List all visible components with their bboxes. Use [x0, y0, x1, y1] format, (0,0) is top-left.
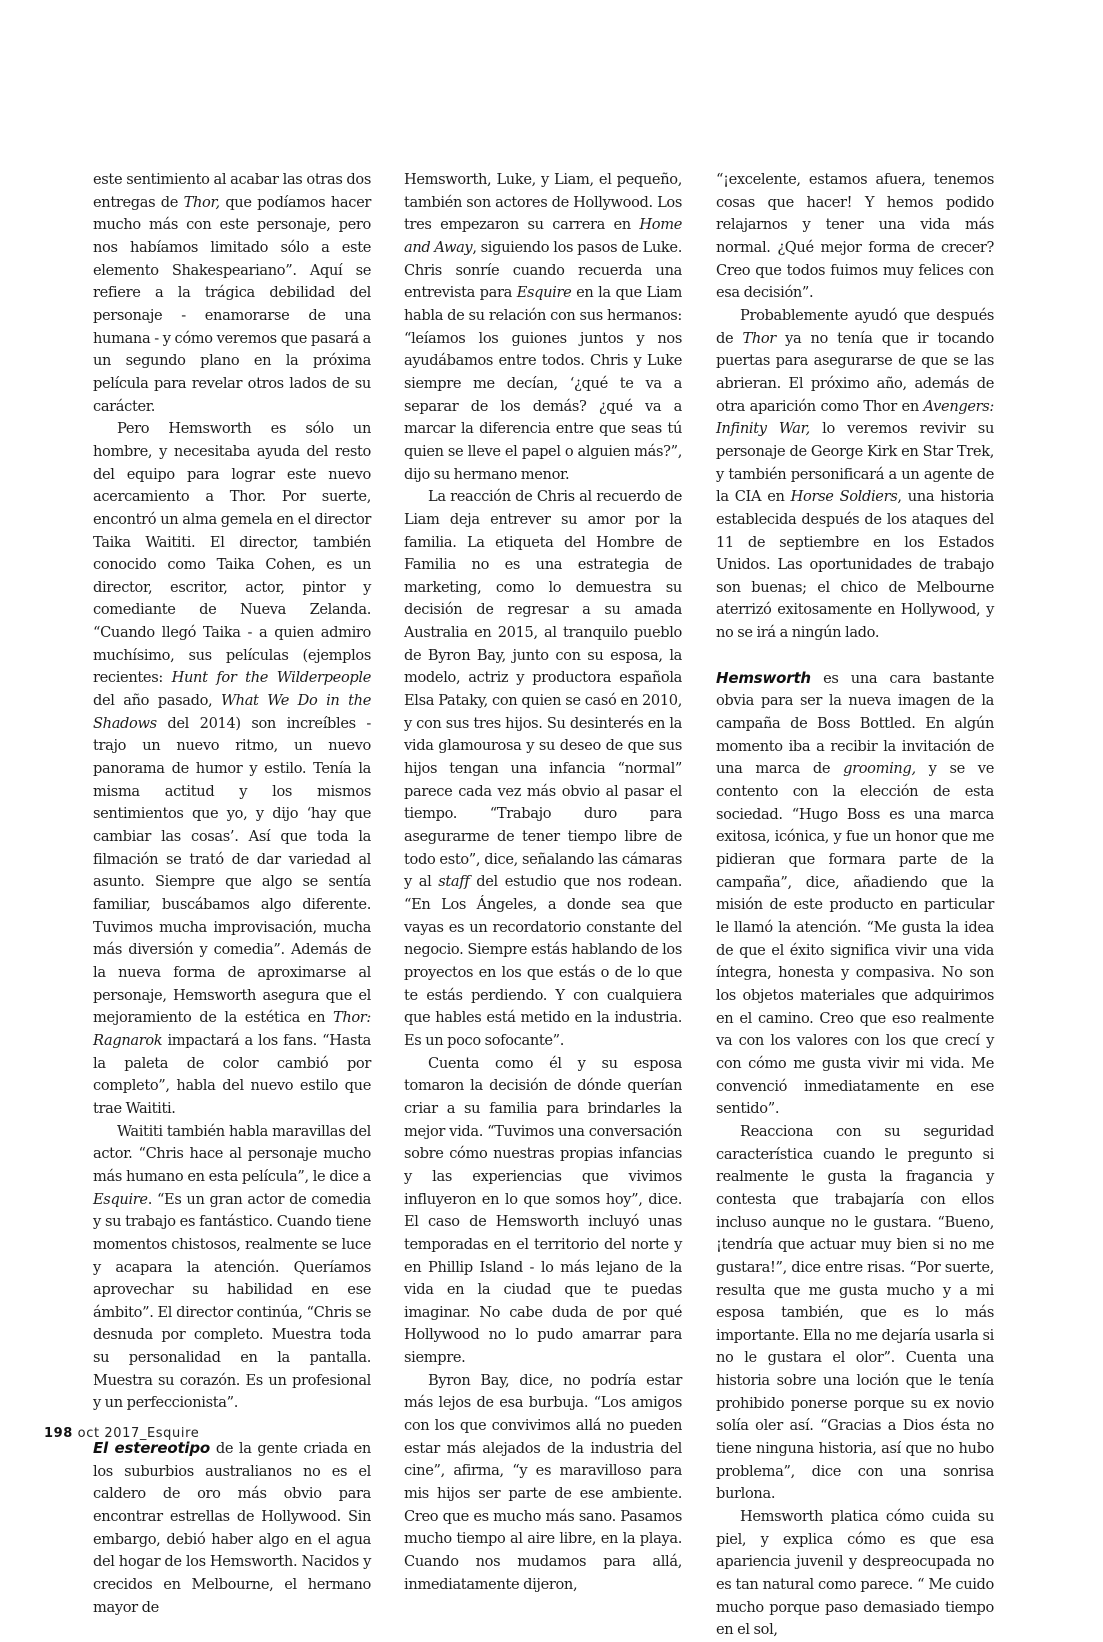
body-paragraph	[93, 1121, 371, 1416]
text-run: en la que Liam habla de su relación con sus hermanos: “leíamos los guiones juntos y nos ayudábamos entre todos. Chris y Luke siempre me decían, ‘¿qué te va a separar de los demás? ¿qué va a marcar la diferencia entre que seas tú quien se lleve el papel o alguien más?”, dijo su hermano menor.	[404, 284, 682, 483]
text-run: Pero Hemsworth es sólo un hombre, y necesitaba ayuda del resto del equipo para lograr este nuevo acercamiento a Thor. Por suerte, encontró un alma gemela en el director Taika Waititi. El director, también conocido como Taika Cohen, es un director, escritor, actor, pintor y comediante de Nueva Zelanda. “Cuando llegó Taika - a quien admiro muchísimo, sus películas (ejemplos recientes:	[93, 420, 371, 687]
italic-title: Esquire	[516, 284, 572, 302]
italic-title: Esquire	[93, 1190, 148, 1208]
text-run: impactará a los fans. “Hasta la paleta de color cambió por completo”, habla del nuevo estilo que trae Waititi.	[93, 1031, 371, 1117]
body-paragraph	[93, 169, 371, 418]
text-run: del 2014) son increíbles - trajo un nuevo ritmo, un nuevo panorama de humor y estilo. Tenía la misma actitud y los mismos sentimientos que yo, y dijo ‘hay que cambiar las cosas’. Así que toda la filmación se trató de dar variedad al asunto. Siempre que algo se sentía familiar, buscábamos algo diferente. Tuvimos mucha improvisación, mucha más diversión y comedia”. Además de la nueva forma de aproximarse al personaje, Hemsworth asegura que el mejoramiento de la estética en	[93, 714, 371, 1027]
text-column-1	[93, 169, 371, 1619]
text-run: del año pasado,	[93, 692, 221, 710]
text-run: y se ve contento con la elección de esta sociedad. “Hugo Boss es una marca exitosa, icónica, y fue un honor que me pidieran que formara parte de la campaña”, dice, añadiendo que la misión de este producto en particular le llamó la atención. “Me gusta la idea de que el éxito significa vivir una vida íntegra, honesta y compasiva. No son los objetos materiales que adquirimos en el camino. Creo que eso realmente va con los valores con los que crecí y con cómo me gusta vivir mi vida. Me convenció inmediatamente en ese sentido”.	[716, 760, 994, 1118]
body-paragraph	[404, 1053, 682, 1370]
text-run: “¡excelente, estamos afuera, tenemos cosas que hacer! Y hemos podido relajarnos y tener una vida más normal. ¿Qué mejor forma de crecer? Creo que todos fuimos muy felices con esa decisión”.	[716, 171, 994, 302]
section-lead-in: Hemsworth	[716, 668, 811, 687]
body-paragraph	[404, 1370, 682, 1597]
text-run: Byron Bay, dice, no podría estar más lejos de esa burbuja. “Los amigos con los que convivimos allá no pueden estar más alejados de la industria del cine”, afirma, “y es maravilloso para mis hijos ser parte de ese ambiente. Creo que es mucho más sano. Pasamos mucho tiempo al aire libre, en la playa. Cuando nos mudamos para allá, inmediatamente dijeron,	[404, 1371, 682, 1593]
text-run: La reacción de Chris al recuerdo de Liam deja entrever su amor por la familia. La etiqueta del Hombre de Familia no es una estrategia de marketing, como lo demuestra su decisión de regresar a su amada Australia en 2015, al tranquilo pueblo de Byron Bay, junto con su esposa, la modelo, actriz y productora española Elsa Pataky, con quien se casó en 2010, y con sus tres hijos. Su desinterés en la vida glamourosa y su deseo de que sus hijos tengan una infancia “normal” parece cada vez más obvio al pasar el tiempo. “Trabajo duro para asegurarme de tener tiempo libre de todo esto”, dice, señalando las cámaras y al	[404, 488, 682, 891]
text-run: que podíamos hacer mucho más con este personaje, pero nos habíamos limitado sólo a este elemento Shakespeariano”. Aquí se refiere a la trágica debilidad del personaje - enamorarse de una humana - y cómo veremos que pasará a un segundo plano en la próxima película para revelar otros lados de su carácter.	[93, 193, 371, 415]
text-run: , siguiendo los pasos de Luke. Chris sonríe cuando recuerda una entrevista para	[404, 238, 682, 302]
italic-title: What We Do in the Shadows	[93, 692, 371, 732]
text-run: , una historia establecida después de los ataques del 11 de septiembre en los Estados Unidos. Las oportunidades de trabajo son buenas; el chico de Melbourne aterrizó exitosamente en Hollywood, y no se irá a ningún lado.	[716, 488, 994, 642]
text-run: Hemsworth, Luke, y Liam, el pequeño, también son actores de Hollywood. Los tres empezaron su carrera en	[404, 171, 682, 234]
body-paragraph	[716, 305, 994, 645]
text-run: lo veremos revivir su personaje de George Kirk en Star Trek, y también personificará a un agente de la CIA en	[716, 420, 994, 506]
text-run: ya no tenía que ir tocando puertas para asegurarse de que se las abrieran. El próximo año, además de otra aparición como Thor en	[716, 329, 994, 415]
page-footer	[44, 1426, 199, 1441]
text-run: es una cara bastante obvia para ser la nueva imagen de la campaña de Boss Bottled. En algún momento iba a recibir la invitación de una marca de	[716, 669, 994, 778]
body-paragraph	[716, 1121, 994, 1506]
italic-title: Thor: Ragnarok	[93, 1009, 371, 1049]
italic-title: Home and Away	[404, 216, 682, 256]
section-lead-in: El estereotipo	[93, 1439, 211, 1458]
section-paragraph	[716, 667, 994, 1121]
text-run: Hemsworth platica cómo cuida su piel, y explica cómo es que esa apariencia juvenil y despreocupada no es tan natural como parece. “ Me cuido mucho porque paso demasiado tiempo en el sol,	[716, 1508, 994, 1639]
text-run: Waititi también habla maravillas del actor. “Chris hace al personaje mucho más humano en esta película”, le dice a	[93, 1122, 371, 1185]
italic-title: staff	[438, 873, 470, 891]
italic-title: Horse Soldiers	[790, 488, 898, 506]
text-run: de la gente criada en los suburbios australianos no es el caldero de oro más obvio para encontrar estrellas de Hollywood. Sin embargo, debió haber algo en el agua del hogar de los Hemsworth. Nacidos y crecidos en Melbourne, el hermano mayor de	[93, 1440, 371, 1616]
text-column-2	[404, 169, 682, 1596]
text-run: . “Es un gran actor de comedia y su trabajo es fantástico. Cuando tiene momentos chistosos, realmente se luce y acapara la atención. Queríamos aprovechar su habilidad en ese ámbito”. El director continúa, “Chris se desnuda por completo. Muestra toda su personalidad en la pantalla. Muestra su corazón. Es un profesional y un perfeccionista”.	[93, 1190, 371, 1412]
italic-title: Thor,	[183, 193, 220, 211]
section-paragraph	[93, 1437, 371, 1619]
text-run: Reacciona con su seguridad característica cuando le pregunto si realmente le gusta la fragancia y contesta que trabajaría con ellos incluso aunque no le gustara. “Bueno, ¡tendría que actuar muy bien si no me gustara!”, dice entre risas. “Por suerte, resulta que me gusta mucho y a mi esposa también, que es lo más importante. Ella no me dejaría usarla si no le gustara el olor”. Cuenta una historia sobre una loción que le tenía prohibido ponerse porque su ex novio solía oler así. “Gracias a Dios ésta no tiene ninguna historia, así que no hubo problema”, dice con una sonrisa burlona.	[716, 1122, 994, 1503]
italic-title: Thor	[742, 329, 776, 347]
text-column-3	[716, 169, 994, 1642]
text-run: este sentimiento al acabar las otras dos entregas de	[93, 171, 371, 211]
page-number: 198	[44, 1426, 73, 1441]
body-paragraph	[716, 1506, 994, 1642]
text-run: del estudio que nos rodean. “En Los Ángeles, a donde sea que vayas es un recordatorio constante del negocio. Siempre estás hablando de los proyectos en los que estás o de lo que te estás perdiendo. Y con cualquiera que hables está metido en la industria. Es un poco sofocante”.	[404, 873, 682, 1049]
text-run: Probablemente ayudó que después de	[716, 306, 994, 347]
italic-title: grooming,	[843, 760, 916, 778]
body-paragraph	[404, 169, 682, 486]
body-paragraph	[93, 418, 371, 1120]
text-run: Cuenta como él y su esposa tomaron la decisión de dónde querían criar a su familia para brindarles la mejor vida. “Tuvimos una conversación sobre cómo nuestras propias infancias y las experiencias que vivimos influyeron en lo que somos hoy”, dice. El caso de Hemsworth incluyó unas temporadas en el territorio del norte y en Phillip Island - lo más lejano de la vida en la ciudad que te puedas imaginar. No cabe duda de por qué Hollywood no lo pudo amarrar para siempre.	[404, 1054, 682, 1367]
body-paragraph	[404, 486, 682, 1052]
body-paragraph	[716, 169, 994, 305]
issue-label: oct 2017_Esquire	[72, 1426, 200, 1441]
italic-title: Avengers: Infinity War,	[716, 397, 994, 438]
italic-title: Hunt for the Wilderpeople	[171, 669, 371, 687]
